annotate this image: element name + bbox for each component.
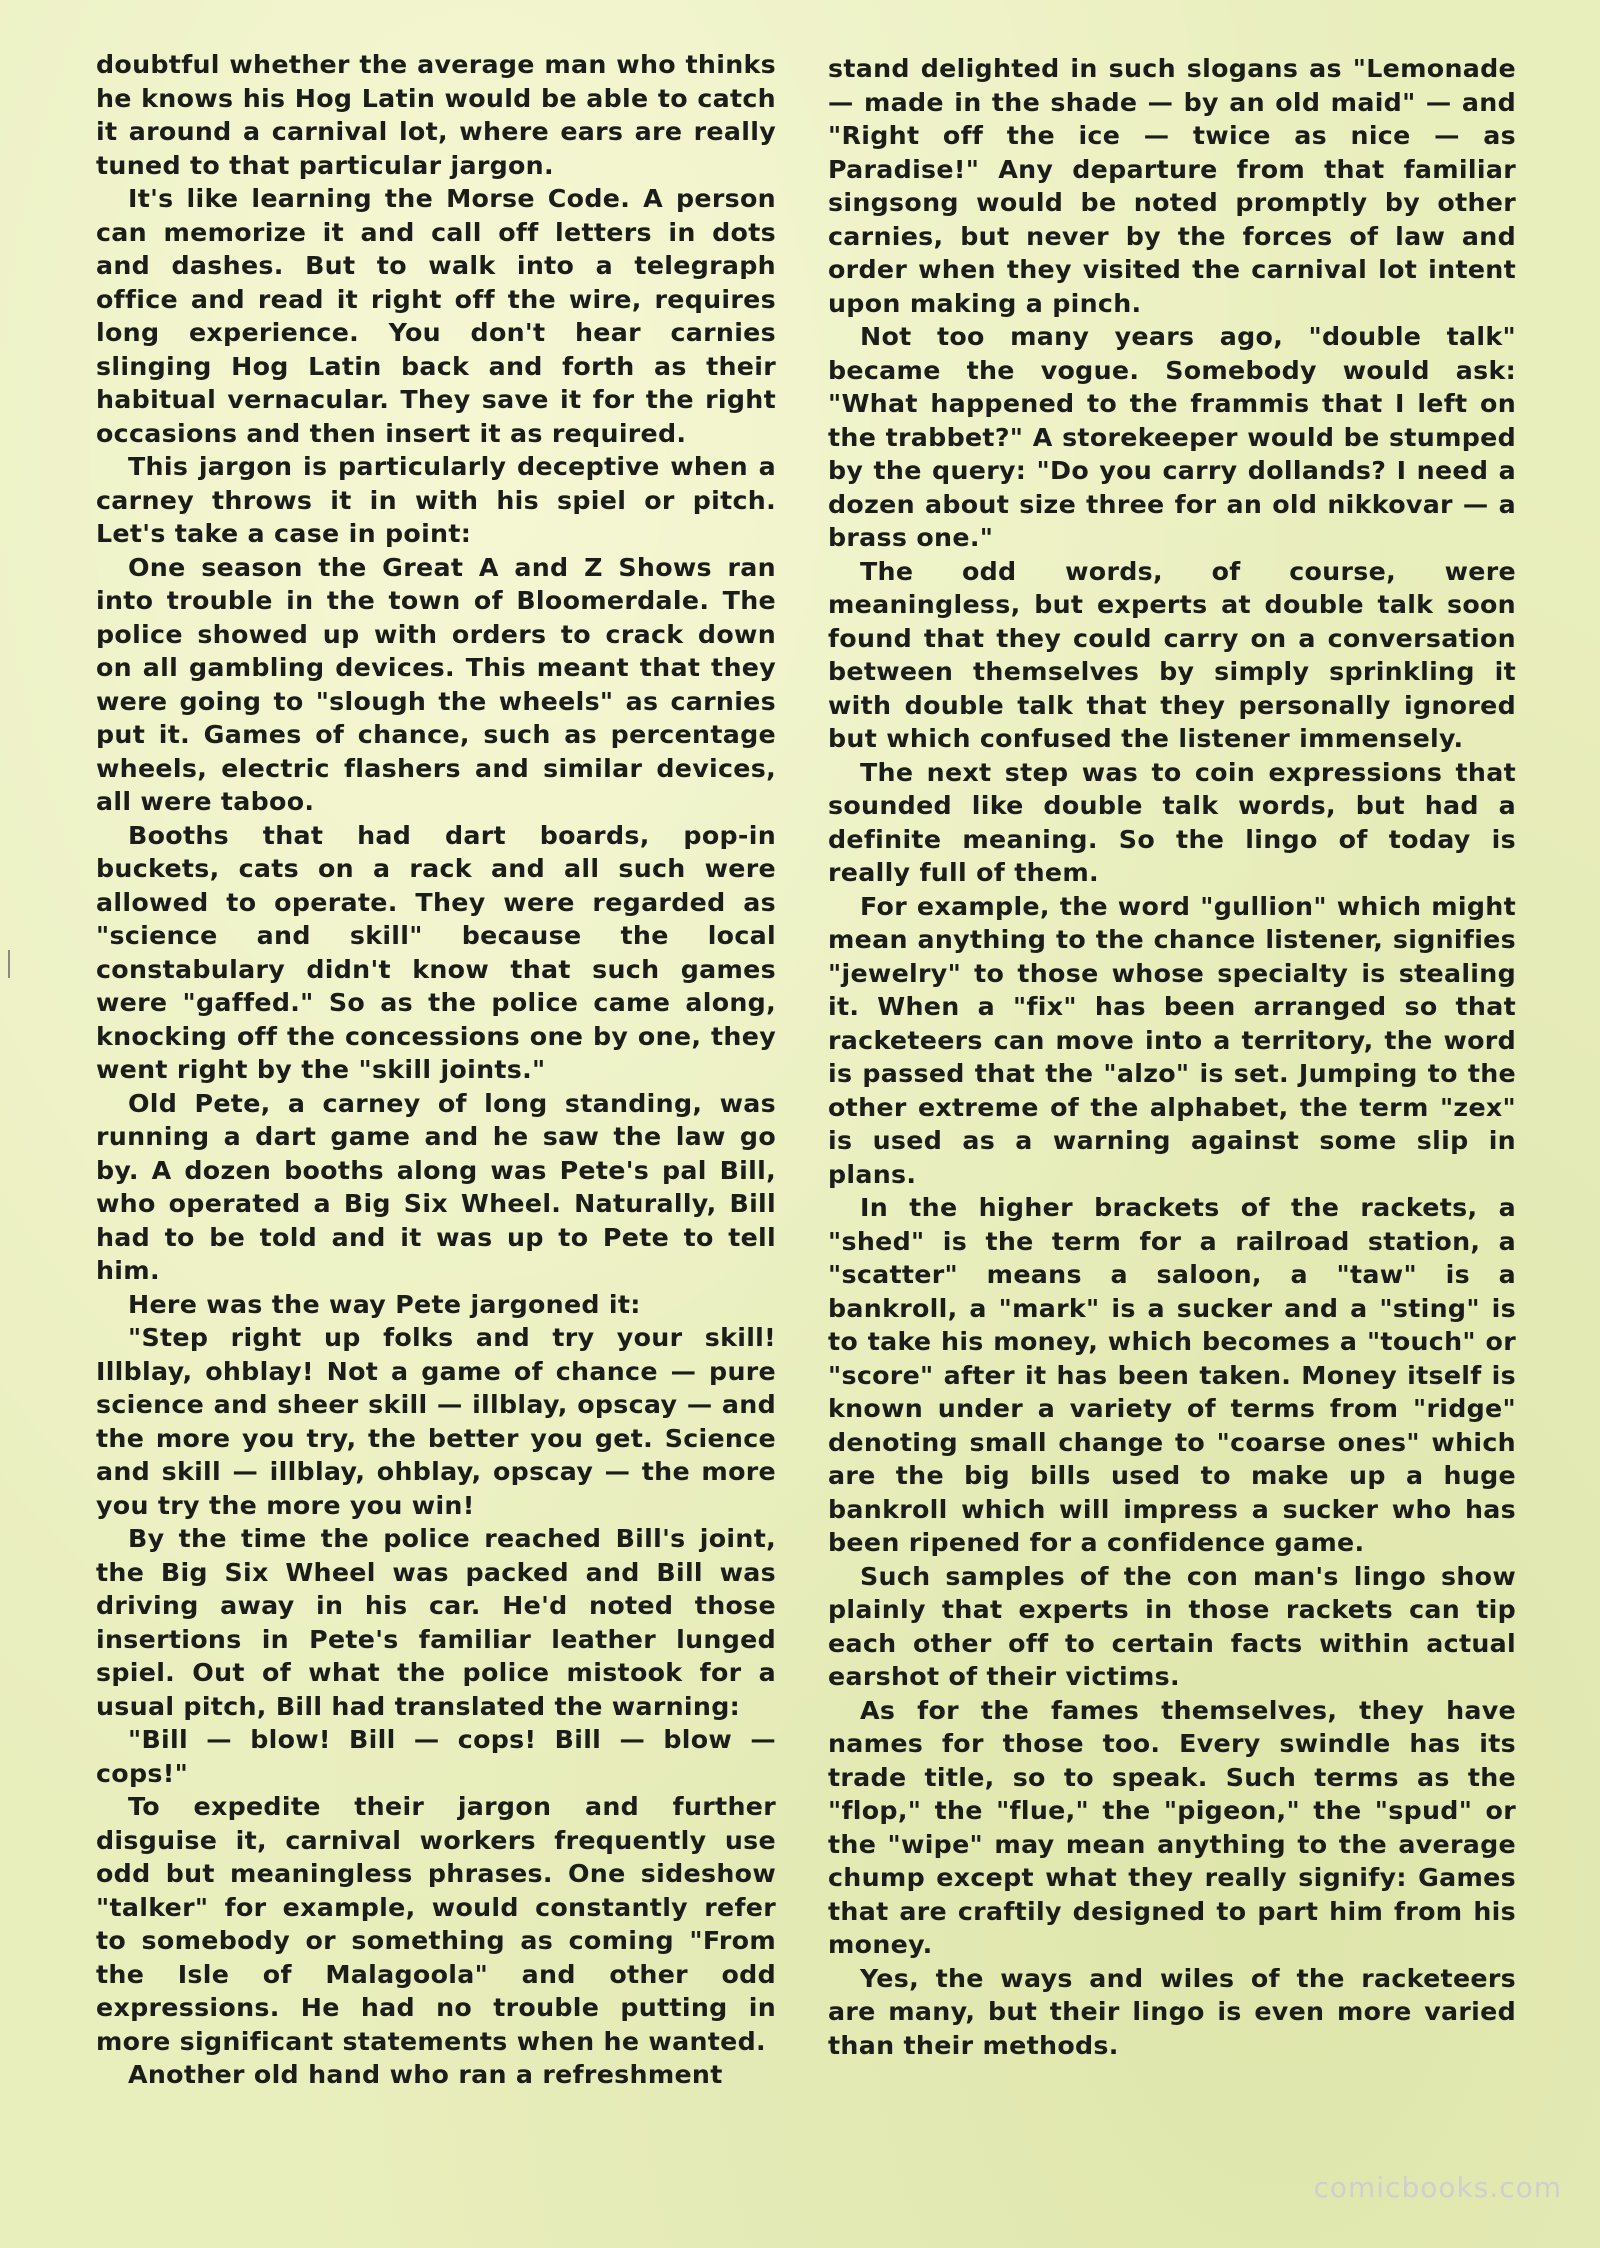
- right-column: [828, 52, 1516, 2062]
- paragraph: In the higher brackets of the rackets, a "shed" is the term for a railroad station, a "scatter" means a saloon, a "taw" is a bankroll, a "mark" is a sucker and a "sting" is to take his money, which becomes a "touch" or "score" after it has been taken. Money itself is known under a variety of terms from "ridge" denoting small change to "coarse ones" which are the big bills used to make up a huge bankroll which will impress a sucker who has been ripened for a confidence game.: [828, 1193, 1516, 1557]
- paragraph: For example, the word "gullion" which might mean anything to the chance listener, signifies "jewelry" to those whose specialty is stealing it. When a "fix" has been arranged so that racketeers can move into a territory, the word is passed that the "alzo" is set. Jumping to the other extreme of the alphabet, the term "zex" is used as a warning against some slip in plans.: [828, 891, 1516, 1189]
- paragraph: "Bill — blow! Bill — cops! Bill — blow — cops!": [96, 1725, 776, 1788]
- paragraph: Yes, the ways and wiles of the racketeers are many, but their lingo is even more varied than their methods.: [828, 1963, 1516, 2060]
- paragraph: The next step was to coin expressions that sounded like double talk words, but had a definite meaning. So the lingo of today is really full of them.: [828, 757, 1516, 887]
- paragraph: stand delighted in such slogans as "Lemonade — made in the shade — by an old maid" — and "Right off the ice — twice as nice — as Paradise!" Any departure from that familiar singsong would be noted promptly by other carnies, but never by the forces of law and order when they visited the carnival lot intent upon making a pinch.: [828, 54, 1516, 318]
- paragraph: Booths that had dart boards, pop-in buckets, cats on a rack and all such were allowed to operate. They were regarded as "science and skill" because the local constabulary didn't know that such games were "gaffed." So as the police came along, knocking off the concessions one by one, they went right by the "skill joints.": [96, 820, 776, 1084]
- paragraph: The odd words, of course, were meaningless, but experts at double talk soon found that they could carry on a conversation between themselves by simply sprinkling it with double talk that they personally ignored but which confused the listener immensely.: [828, 556, 1516, 753]
- paragraph: Old Pete, a carney of long standing, was running a dart game and he saw the law go by. A dozen booths along was Pete's pal Bill, who operated a Big Six Wheel. Naturally, Bill had to be told and it was up to Pete to tell him.: [96, 1088, 776, 1285]
- left-column: [96, 48, 776, 2092]
- paragraph: As for the fames themselves, they have names for those too. Every swindle has its trade title, so to speak. Such terms as the "flop," the "flue," the "pigeon," the "spud" or the "wipe" may mean anything to the average chump except what they really signify: Games that are craftily designed to part him from his money.: [828, 1695, 1516, 1959]
- paragraph: It's like learning the Morse Code. A person can memorize it and call off letters in dots and dashes. But to walk into a telegraph office and read it right off the wire, requires long experience. You don't hear carnies slinging Hog Latin back and forth as their habitual vernacular. They save it for the right occasions and then insert it as required.: [96, 184, 776, 448]
- paragraph: Another old hand who ran a refreshment: [128, 2060, 723, 2089]
- watermark: comicbooks.com: [1313, 2171, 1562, 2204]
- paragraph: To expedite their jargon and further disguise it, carnival workers frequently use odd but meaningless phrases. One sideshow "talker" for example, would constantly refer to somebody or something as coming "From the Isle of Malagoola" and other odd expressions. He had no trouble putting in more significant statements when he wanted.: [96, 1792, 776, 2056]
- paragraph: Not too many years ago, "double talk" became the vogue. Somebody would ask: "What happened to the frammis that I left on the trabbet?" A storekeeper would be stumped by the query: "Do you carry dollands? I need a dozen about size three for an old nikkovar — a brass one.": [828, 322, 1516, 552]
- margin-mark: [8, 950, 10, 978]
- paragraph: doubtful whether the average man who thinks he knows his Hog Latin would be able to catch it around a carnival lot, where ears are really tuned to that particular jargon.: [96, 50, 776, 180]
- paragraph: "Step right up folks and try your skill! Illblay, ohblay! Not a game of chance — pure science and sheer skill — illblay, opscay — and the more you try, the better you get. Science and skill — illblay, ohblay, opscay — the more you try the more you win!: [96, 1323, 776, 1520]
- paragraph: By the time the police reached Bill's joint, the Big Six Wheel was packed and Bill was driving away in his car. He'd noted those insertions in Pete's familiar leather lunged spiel. Out of what the police mistook for a usual pitch, Bill had translated the warning:: [96, 1524, 776, 1721]
- paragraph: One season the Great A and Z Shows ran into trouble in the town of Bloomerdale. The police showed up with orders to crack down on all gambling devices. This meant that they were going to "slough the wheels" as carnies put it. Games of chance, such as percentage wheels, electric flashers and similar devices, all were taboo.: [96, 552, 776, 816]
- paragraph: Here was the way Pete jargoned it:: [128, 1289, 641, 1319]
- paragraph: This jargon is particularly deceptive when a carney throws it in with his spiel or pitch. Let's take a case in point:: [96, 452, 776, 548]
- paragraph: Such samples of the con man's lingo show plainly that experts in those rackets can tip each other off to certain facts within actual earshot of their victims.: [828, 1561, 1516, 1691]
